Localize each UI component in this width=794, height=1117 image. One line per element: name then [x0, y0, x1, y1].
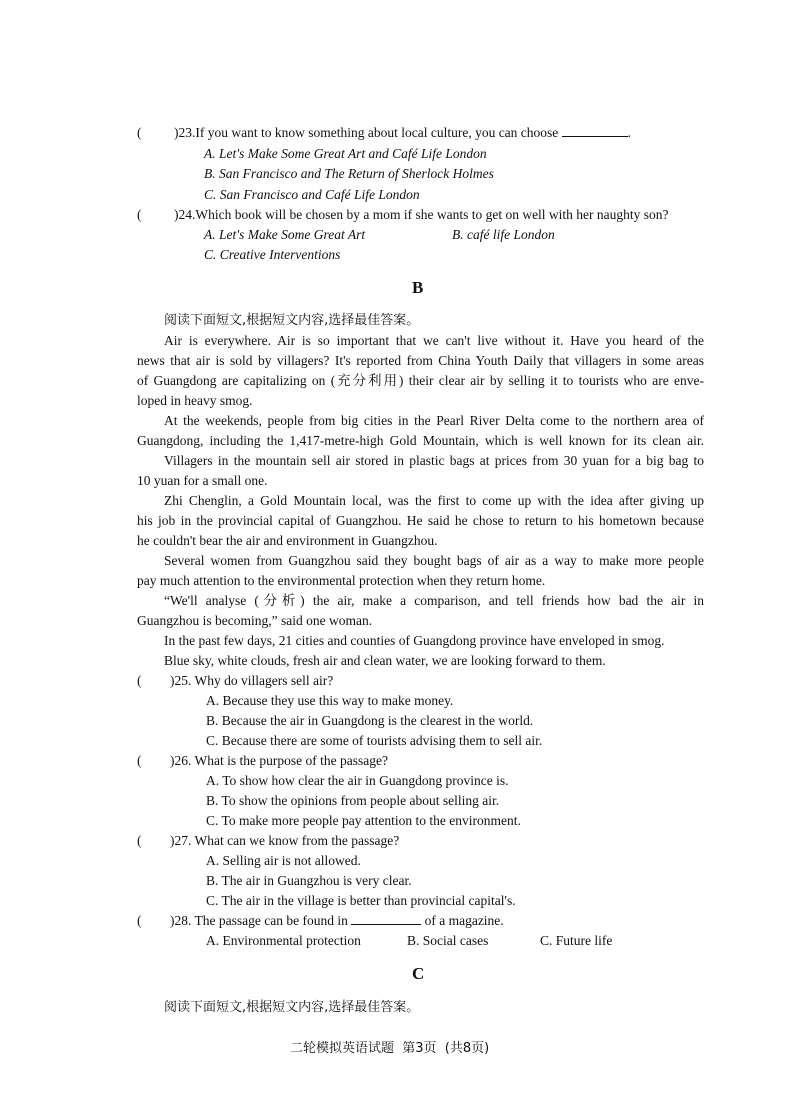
- q25-paren: (: [137, 673, 142, 688]
- passage-line-1: Air is everywhere. Air is so important that we can't live without it. Have you heard of the: [164, 333, 704, 348]
- q24-option-b: B. café life London: [452, 227, 555, 242]
- passage-line-10: his job in the provincial capital of Guangzhou. He said he chose to return to his hometown because: [137, 513, 704, 528]
- q23-stem-text: If you want to know something about local culture, you can choose: [195, 125, 559, 140]
- q24-stem-text: Which book will be chosen by a mom if she wants to get on well with her naughty son?: [195, 207, 669, 222]
- q23-option-a: A. Let's Make Some Great Art and Café Life London: [204, 146, 487, 161]
- q26-stem-text: What is the purpose of the passage?: [194, 753, 388, 768]
- q28-option-b: B. Social cases: [407, 933, 489, 948]
- passage-line-13: pay much attention to the environmental protection when they return home.: [137, 573, 546, 588]
- q25-option-a: A. Because they use this way to make money.: [206, 693, 454, 708]
- q23-option-b: B. San Francisco and The Return of Sherlock Holmes: [204, 166, 494, 181]
- q23-blank: [562, 124, 628, 137]
- q26-number: )26.: [170, 753, 192, 768]
- q28-option-a: A. Environmental protection: [206, 933, 361, 948]
- passage-line-17: Blue sky, white clouds, fresh air and clean water, we are looking forward to them.: [164, 653, 606, 668]
- section-b-instruction: 阅读下面短文,根据短文内容,选择最佳答案。: [164, 313, 420, 328]
- passage-line-5: At the weekends, people from big cities in the Pearl River Delta come to the northern area of: [164, 413, 704, 428]
- q28-blank: [351, 912, 421, 925]
- q25-option-b: B. Because the air in Guangdong is the clearest in the world.: [206, 713, 534, 728]
- q26-paren: (: [137, 753, 142, 768]
- q26-option-b: B. To show the opinions from people about selling air.: [206, 793, 500, 808]
- passage-line-9: Zhi Chenglin, a Gold Mountain local, was the first to come up with the idea after giving up: [164, 493, 704, 508]
- passage-line-3: of Guangdong are capitalizing on (充分利用) their clear air by selling it to tourists who are enve-: [137, 373, 704, 388]
- passage-line-15: Guangzhou is becoming,” said one woman.: [137, 613, 373, 628]
- page-footer: 二轮模拟英语试题 第3页 (共8页): [290, 1041, 490, 1056]
- q26-option-c: C. To make more people pay attention to the environment.: [206, 813, 521, 828]
- q24-number: )24.: [174, 207, 196, 222]
- q26-stem: [170, 752, 388, 770]
- q27-option-c: C. The air in the village is better than provincial capital's.: [206, 893, 516, 908]
- q23-stem: [174, 124, 631, 142]
- q27-stem-text: What can we know from the passage?: [194, 833, 400, 848]
- passage-line-16: In the past few days, 21 cities and counties of Guangdong province have enveloped in smog.: [164, 633, 665, 648]
- q25-stem: [170, 672, 333, 690]
- passage-line-12: Several women from Guangzhou said they bought bags of air as a way to make more people: [164, 553, 704, 568]
- q25-option-c: C. Because there are some of tourists advising them to sell air.: [206, 733, 543, 748]
- q27-option-a: A. Selling air is not allowed.: [206, 853, 361, 868]
- passage-line-2: news that air is sold by villagers? It's reported from China Youth Daily that villagers in some areas: [137, 353, 704, 368]
- q28-option-c: C. Future life: [540, 933, 613, 948]
- section-b-heading: B: [412, 278, 424, 297]
- passage-line-14: “We'll analyse (分析) the air, make a comparison, and tell friends how bad the air in: [164, 593, 704, 608]
- q25-number: )25.: [170, 673, 192, 688]
- passage-line-8: 10 yuan for a small one.: [137, 473, 268, 488]
- q23-number: )23.: [174, 125, 196, 140]
- section-c-heading: C: [412, 964, 425, 983]
- section-c-instruction: 阅读下面短文,根据短文内容,选择最佳答案。: [164, 1000, 420, 1015]
- passage-line-7: Villagers in the mountain sell air stored in plastic bags at prices from 30 yuan for a big bag to: [164, 453, 704, 468]
- passage-line-4: loped in heavy smog.: [137, 393, 253, 408]
- q26-option-a: A. To show how clear the air in Guangdong province is.: [206, 773, 509, 788]
- q23-paren: (: [137, 125, 142, 140]
- q23-tail: .: [627, 125, 632, 140]
- q25-stem-text: Why do villagers sell air?: [194, 673, 334, 688]
- q27-stem: [170, 832, 399, 850]
- q28-stem: [170, 912, 504, 930]
- q27-option-b: B. The air in Guangzhou is very clear.: [206, 873, 412, 888]
- q23-option-c: C. San Francisco and Café Life London: [204, 187, 420, 202]
- q27-number: )27.: [170, 833, 192, 848]
- q24-option-a: A. Let's Make Some Great Art: [204, 227, 366, 242]
- q28-number: )28.: [170, 913, 192, 928]
- q24-stem: [174, 206, 669, 224]
- passage-line-11: he couldn't bear the air and environment in Guangzhou.: [137, 533, 438, 548]
- q27-paren: (: [137, 833, 142, 848]
- q24-option-c: C. Creative Interventions: [204, 247, 341, 262]
- q28-stem-text: The passage can be found in: [194, 913, 348, 928]
- q28-paren: (: [137, 913, 142, 928]
- passage-line-6: Guangdong, including the 1,417-metre-high Gold Mountain, which is well known for its clean air.: [137, 433, 704, 448]
- q28-tail: of a magazine.: [424, 913, 504, 928]
- q24-paren: (: [137, 207, 142, 222]
